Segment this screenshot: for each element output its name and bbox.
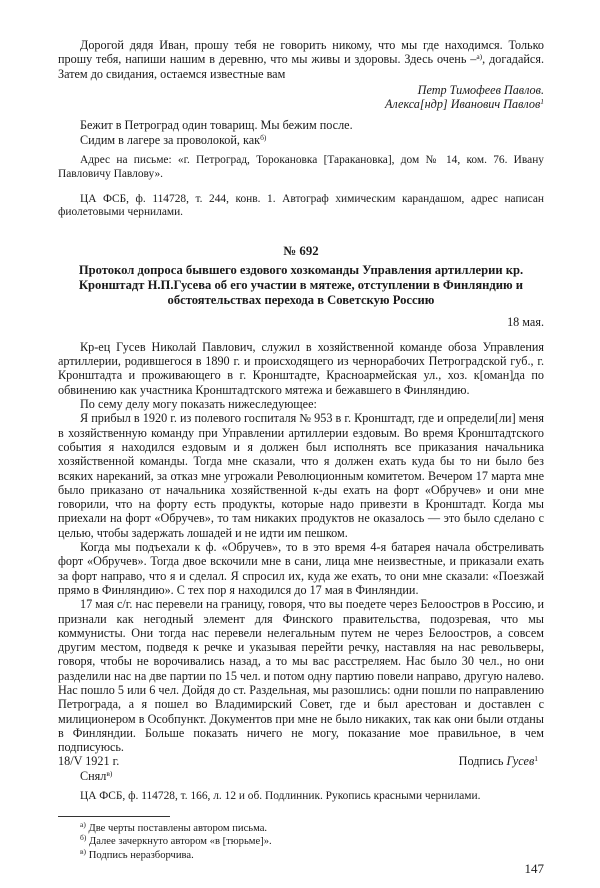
letter-address: Адрес на письме: «г. Петроград, Торокановка [Таракановка], дом № 14, ком. 76. Ивану Павловичу Павлову». xyxy=(58,154,544,180)
book-page xyxy=(58,38,544,863)
document-date: 18 мая. xyxy=(507,314,544,329)
taken-by: Снял$^{в)}$ xyxy=(80,768,113,783)
letter-body: Дорогой дядя Иван, прошу тебя не говорить никому, что мы где находимся. Только прошу тебя, напиши нашим в деревню, что мы живы и здоровы. Здесь очень –$^{а)}$, догадайся. Затем до свидания, остаемся известные вам xyxy=(58,38,544,81)
letter-source: ЦА ФСБ, ф. 114728, т. 244, конв. 1. Автограф химическим карандашом, адрес написан фиолетовыми чернилами. xyxy=(58,192,544,219)
paragraph-2: Я прибыл в 1920 г. из полевого госпиталя № 953 в г. Кронштадт, где и определи[ли] меня в хозяйственную команду при Управлении артиллерии ездовым. Во время Кронштадтского события я находился ездовым и я должен был исполнять все приказания начальника хозяйственной команды. Тогда мне сказали, что я должен ехать куда бы то ни было без всяких нареканий, за отказ мне угрожали Революционным комитетом. Вечером 17 марта мне было приказано от начальника хозяйственной к-ды ехать на форт «Обручев» и они мне говорили, что на форту есть продукты, которые надо привезти в Кронштадт. Когда мы приехали на форт «Обручев», то там никаких продуктов не оказалось — это было сделано с целью, чтобы задержать лошадей и не идти им пешком. xyxy=(58,411,544,540)
document-title: Протокол допроса бывшего ездового хозкоманды Управления артиллерии кр. Кронштадт Н.П.Гусева об его участии в мятеже, отступлении в Финляндию и обстоятельствах перехода в Советскую Россию xyxy=(78,262,524,307)
paragraph-1: По сему делу могу показать нижеследующее: xyxy=(80,397,317,412)
letter-signature-1: Петр Тимофеев Павлов. xyxy=(417,82,544,97)
letter-postscript-1: Бежит в Петроград один товарищ. Мы бежим после. xyxy=(80,118,353,133)
signature: Подпись Гусев$^1$ xyxy=(458,754,538,769)
signature-date: 18/V 1921 г. xyxy=(58,754,120,769)
footnote-mark: б) xyxy=(260,132,267,142)
footnote-mark: а) xyxy=(476,52,483,62)
footnote-divider xyxy=(58,816,170,817)
paragraph-4: 17 мая с/г. нас перевели на границу, говоря, что вы поедете через Белоостров в Россию, и признали как негодный элемент для Финского правительства, подозревая, что мы коммунисты. Они тогда нас перевели нелегальным путем не через Белоостров, а совсем другим местом, подведя к речке и указывая перейти речку, наставляя на нас револьверы, говоря, чтобы не ворочивались назад, а то мы вас расстреляем. Нас было 30 чел., но они разделили нас на две партии по 15 чел. и потом одну партию повели направо, другую налево. Нас пошло 5 или 6 чел. Дойдя до ст. Раздельная, мы разошлись: одни пошли по направлению Петрограда, а я пошел во Владимирский Совет, где и был арестован и доставлен с милиционером в Особпункт. Документов при мне не было никаких, так как они были отданы в Финляндии. Больше показать ничего не могу, показание мое правильное, в чем подписуюсь. xyxy=(58,597,544,755)
letter-signature-2: Алекса[ндр] Иванович Павлов$^1$ xyxy=(384,97,544,112)
letter-postscript-2: Сидим в лагере за проволокой, как$^{б)}$ xyxy=(80,132,267,147)
document-source: ЦА ФСБ, ф. 114728, т. 166, л. 12 и об. Подлинник. Рукопись красными чернилами. xyxy=(80,790,481,803)
page-number: 147 xyxy=(524,861,544,876)
document-number: № 692 xyxy=(283,244,319,259)
footnote-v: $^{в)}$ Подпись неразборчива. xyxy=(80,846,194,862)
footnote-a: $^{а)}$ Две черты поставлены автором письма. xyxy=(80,819,268,834)
footnote-mark: 1 xyxy=(540,97,544,107)
document-intro: Кр-ец Гусев Николай Павлович, служил в хозяйственной команде обоза Управления артиллерии, родившегося в 1890 г. и происходящего из чернорабочих Петроградской губ., г. Кронштадта и проживающего в г. Кронштадте, Красноармейская ул., хоз. к[оман]да по обвинению как участника Кронштадтского мятежа и бежавшего в Финляндию. xyxy=(58,339,544,397)
footnote-mark: 1 xyxy=(534,754,538,764)
paragraph-3: Когда мы подъехали к ф. «Обручев», то в это время 4-я батарея начала обстреливать форт «Обручев». Тогда двое вскочили мне в сани, лица мне неизвестные, и приказали ехать за форт направо, что я и сделал. Я спросил их, куда же ехать, то они мне сказали: «Поезжай прямо в Финляндию». С тех пор я находился до 17 мая в Финляндии. xyxy=(58,540,544,597)
footnote-mark: в) xyxy=(106,768,113,778)
signature-row xyxy=(58,754,544,768)
footnote-b: $^{б)}$ Далее зачеркнуто автором «в [тюрьме]». xyxy=(80,833,272,848)
